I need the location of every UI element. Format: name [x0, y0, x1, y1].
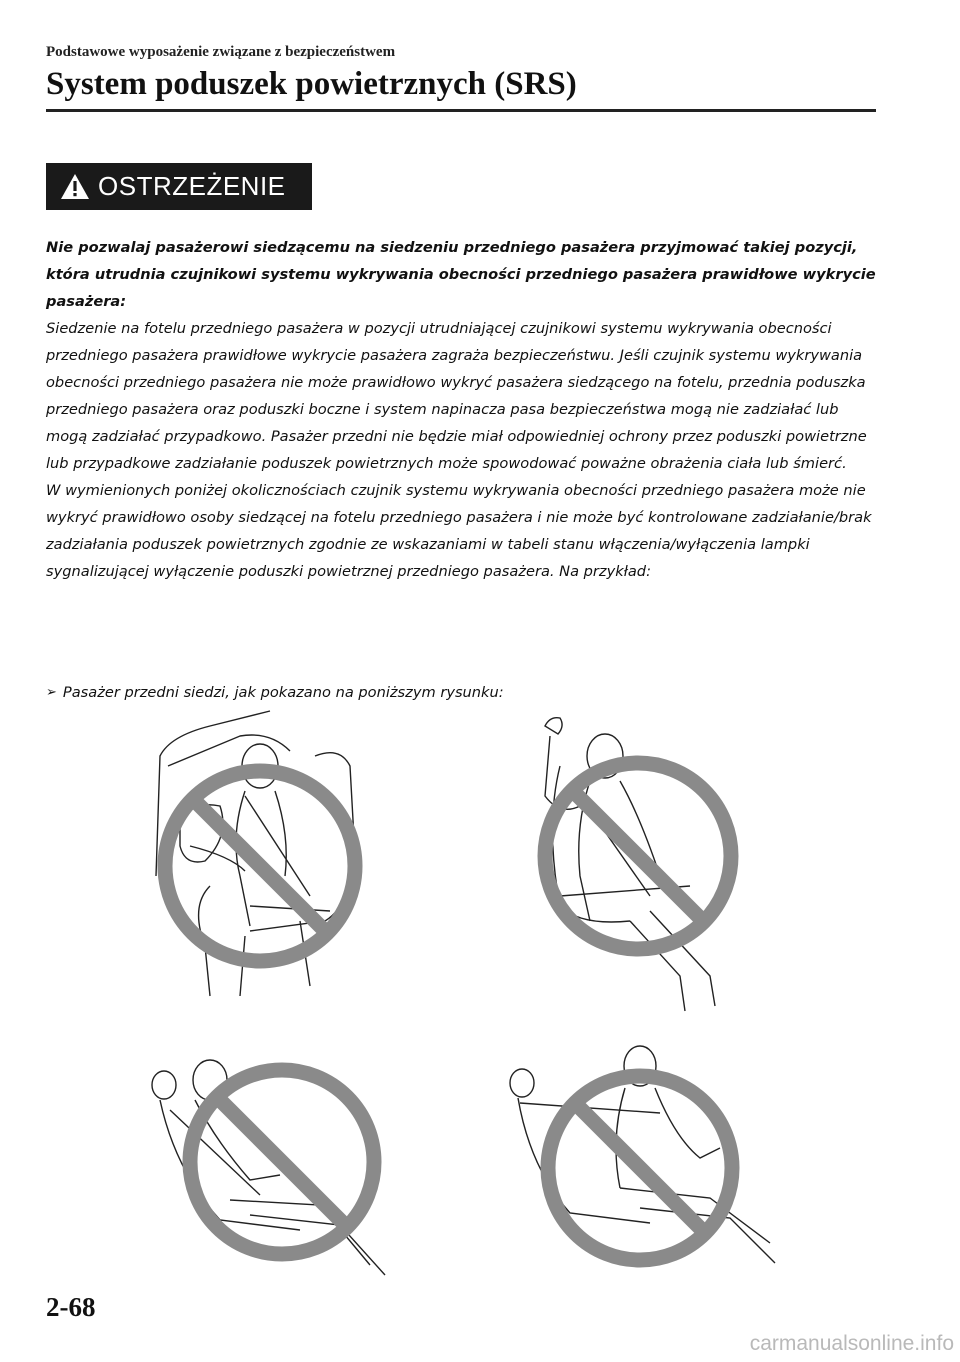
warning-body	[46, 234, 882, 585]
illustration-reclined-seat	[140, 1050, 400, 1280]
warning-paragraph-2: W wymienionych poniżej okolicznościach czujnik systemu wykrywania obecności przedniego pasażera może nie wykryć prawidłowo osoby siedzącej na fotelu przedniego pasażera i nie może być kontrolowane zadziałanie/brak zadziałania poduszek powietrznych zgodnie ze wskazaniami w tabeli stanu włączenia/wyłączenia lampki sygnalizującej wyłączenie poduszki powietrznej przedniego pasażera. Na przykład:	[46, 482, 872, 580]
illustration-leaning-forward	[500, 1038, 790, 1278]
title-divider	[46, 109, 876, 112]
warning-badge	[46, 163, 312, 210]
page-title: System poduszek powietrznych (SRS)	[46, 66, 577, 102]
prohibition-sign-4	[548, 1076, 732, 1260]
watermark: carmanualsonline.info	[749, 1332, 954, 1355]
illustration-leaning-against-door	[150, 706, 380, 1006]
warning-lead: Nie pozwalaj pasażerowi siedzącemu na siedzeniu przedniego pasażera przyjmować takiej pozycji, która utrudnia czujnikowi systemu wykrywania obecności przedniego pasażera prawidłowe wykrycie pasażera:	[46, 239, 876, 310]
bullet-text: Pasażer przedni siedzi, jak pokazano na poniższym rysunku:	[62, 684, 504, 701]
warning-paragraph-1: Siedzenie na fotelu przedniego pasażera w pozycji utrudniającej czujnikowi systemu wykrywania obecności przedniego pasażera prawidłowe wykrycie pasażera zagraża bezpieczeństwu. Jeśli czujnik systemu wykrywania obecności przedniego pasażera nie może prawidłowo wykryć pasażera siedzącego na fotelu, przednia poduszka przedniego pasażera oraz poduszki boczne i system napinacza pasa bezpieczeństwa mogą nie zadziałać lub mogą zadziałać przypadkowo. Pasażer przedni nie będzie miał odpowiedniej ochrony przez poduszki powietrzne lub przypadkowe zadziałanie poduszek powietrznych może spowodować poważne obrażenia ciała lub śmierć.	[46, 320, 867, 472]
prohibition-sign-3	[190, 1070, 374, 1254]
prohibition-sign-1	[165, 771, 355, 961]
arrow-right-icon: ➢	[46, 685, 57, 700]
prohibition-sign-2	[545, 763, 731, 949]
illustration-arm-raised	[520, 706, 760, 1026]
page-number: 2-68	[46, 1292, 96, 1322]
section-label: Podstawowe wyposażenie związane z bezpieczeństwem	[46, 44, 396, 60]
warning-triangle-icon	[60, 173, 90, 200]
warning-label: OSTRZEŻENIE	[98, 171, 286, 201]
bullet-item	[46, 684, 504, 701]
